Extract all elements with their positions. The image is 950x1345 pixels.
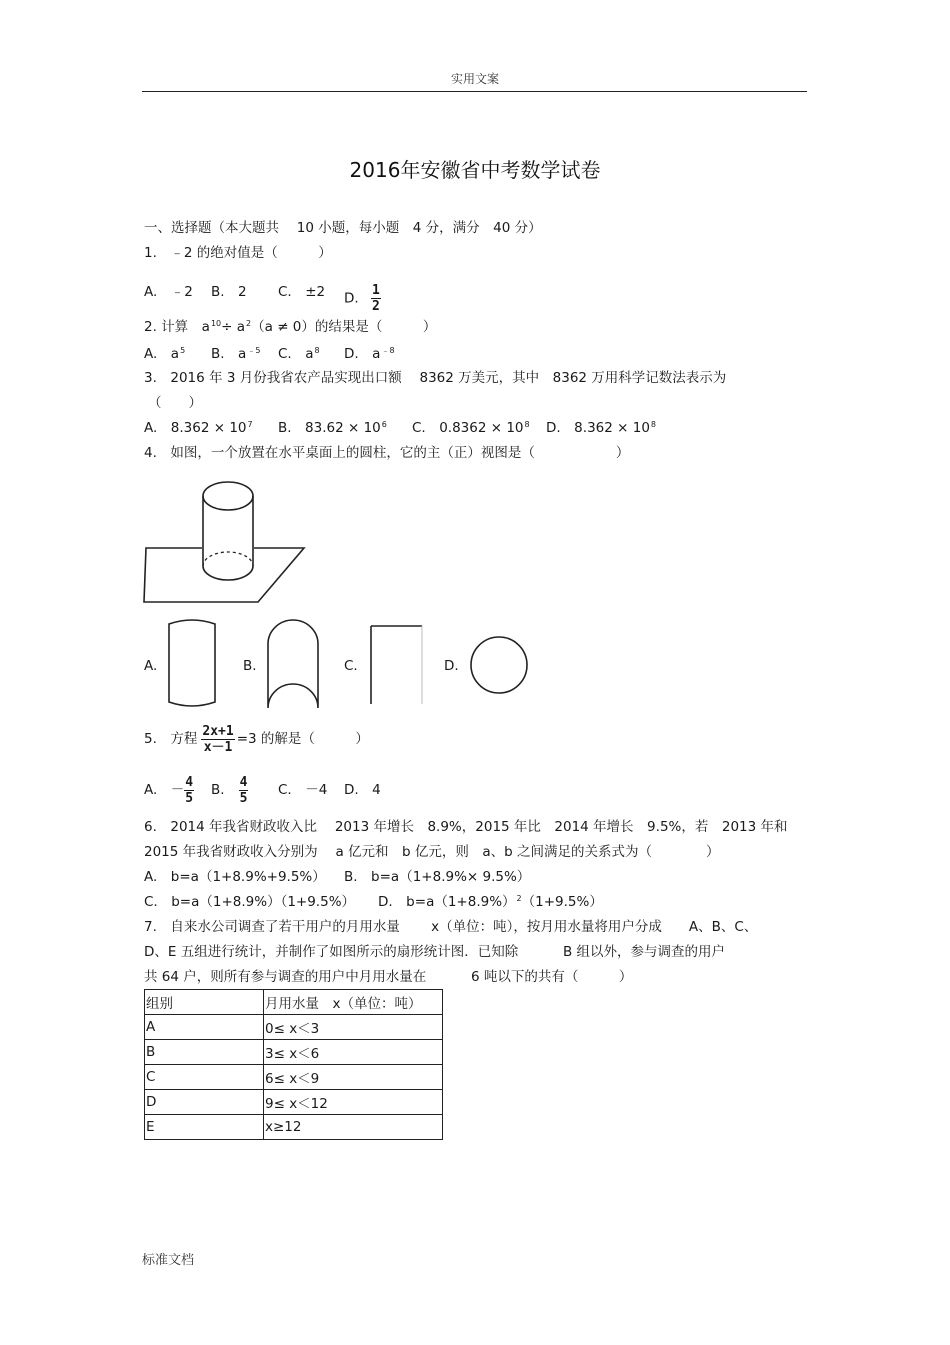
- q5-equation-fraction: [201, 724, 234, 755]
- table-row: [145, 1015, 443, 1040]
- table-cell-range: 3≤ x＜6: [264, 1040, 443, 1065]
- q6-stem-line2: 2015 年我省财政收入分别为 a 亿元和 b 亿元，则 a、b 之间满足的关系式为（ ）: [144, 844, 720, 860]
- q4-option-c-shape: [366, 622, 426, 706]
- q1-stem: 1. ﹣2 的绝对值是（ ）: [144, 245, 332, 261]
- cylinder-on-table-figure: [140, 470, 310, 606]
- table-row: [145, 1090, 443, 1115]
- q4-option-b: B.: [243, 658, 257, 674]
- q4-option-a: A.: [144, 658, 158, 674]
- q2-b-text: B. a: [211, 346, 247, 362]
- table-cell-range: 9≤ x＜12: [264, 1090, 443, 1115]
- q2-d-exp: ﹣8: [381, 346, 395, 355]
- q6-option-b: B. b=a（1+8.9%× 9.5%）: [344, 869, 531, 885]
- q6-d-post: （1+9.5%）: [521, 894, 603, 910]
- q3-a-text: A. 8.362 × 10: [144, 420, 247, 436]
- fraction-denominator: 5: [239, 790, 248, 806]
- q2-a-exp: 5: [180, 346, 186, 355]
- q3-a-exp: 7: [247, 420, 253, 429]
- q5-stem-pre: 5. 方程: [144, 731, 198, 747]
- fraction-numerator: 2x+1: [202, 723, 234, 739]
- q6-d-text: D. b=a（1+8.9%）: [378, 894, 516, 910]
- page-footer: 标准文档: [142, 1253, 195, 1268]
- q3-option-c: [412, 419, 530, 437]
- table-cell-group: E: [145, 1115, 264, 1140]
- section-heading: 一、选择题（本大题共 10 小题，每小题 4 分，满分 40 分）: [144, 220, 542, 236]
- table-cell-group: D: [145, 1090, 264, 1115]
- q2-option-b: [211, 345, 260, 363]
- table-cell-range: 6≤ x＜9: [264, 1065, 443, 1090]
- q3-c-text: C. 0.8362 × 10: [412, 420, 524, 436]
- fraction-numerator: 4: [239, 774, 248, 790]
- q5-option-d: D. 4: [344, 782, 381, 798]
- q4-option-d: D.: [444, 658, 459, 674]
- q2-stem-mid: ÷ a: [221, 319, 246, 335]
- water-usage-table: [144, 989, 443, 1140]
- q2-stem: [144, 318, 436, 336]
- q4-option-b-shape: [264, 614, 322, 710]
- q1-option-d-label: D.: [344, 290, 359, 307]
- q3-stem: 3. 2016 年 3 月份我省农产品实现出口额 8362 万美元，其中 8362 万用科学记数法表示为: [144, 370, 727, 386]
- q4-option-c: C.: [344, 658, 358, 674]
- q3-d-exp: 8: [650, 420, 657, 429]
- table-header-cell: 组别: [145, 990, 264, 1015]
- header-rule: [142, 91, 807, 92]
- q3-option-d: [546, 419, 656, 437]
- q2-a-text: A. a: [144, 346, 180, 362]
- q2-option-a: [144, 345, 185, 363]
- q5-a-fraction: [184, 775, 194, 806]
- q6-option-d: [378, 893, 603, 911]
- q5-option-a: [144, 772, 194, 808]
- table-cell-range: x≥12: [264, 1115, 443, 1140]
- q7-stem-line3: 共 64 户，则所有参与调查的用户中月用水量在 6 吨以下的共有（ ）: [144, 969, 633, 985]
- table-cell-group: A: [145, 1015, 264, 1040]
- q5-b-fraction: [239, 775, 249, 806]
- page-header: 实用文案: [450, 72, 499, 86]
- table-cell-range: 0≤ x＜3: [264, 1015, 443, 1040]
- q5-b-text: B.: [211, 782, 225, 798]
- table-row: [145, 1065, 443, 1090]
- table-cell-group: B: [145, 1040, 264, 1065]
- exam-title: 2016年安徽省中考数学试卷: [349, 158, 601, 182]
- table-row: [145, 1040, 443, 1065]
- q2-stem-post: （a ≠ 0）的结果是（ ）: [251, 319, 437, 335]
- q4-stem: 4. 如图，一个放置在水平桌面上的圆柱，它的主（正）视图是（ ）: [144, 445, 630, 461]
- q2-d-text: D. a: [344, 346, 381, 362]
- q6-d-exp: 2: [516, 894, 522, 903]
- q5-stem: [144, 721, 369, 757]
- q1-option-d: [344, 283, 381, 314]
- fraction-numerator: 4: [185, 774, 194, 790]
- q2-b-exp: ﹣5: [247, 346, 261, 355]
- table-cell-group: C: [145, 1065, 264, 1090]
- q3-stem-cont: （ ）: [148, 395, 202, 411]
- q1-option-b: B. 2: [211, 284, 247, 300]
- q2-exp2: 2: [246, 319, 252, 328]
- q6-option-c: C. b=a（1+8.9%）（1+9.5%）: [144, 894, 356, 910]
- q1-option-a: A. ﹣2: [144, 284, 193, 300]
- q3-option-a: [144, 419, 253, 437]
- q1-option-d-fraction: [371, 283, 381, 314]
- q5-option-b: [211, 772, 248, 808]
- q3-d-text: D. 8.362 × 10: [546, 420, 650, 436]
- q3-option-b: [278, 419, 387, 437]
- fraction-denominator: x－1: [203, 739, 233, 755]
- q2-exp1: 10: [210, 319, 222, 328]
- q2-option-d: [344, 345, 395, 363]
- q2-c-text: C. a: [278, 346, 314, 362]
- q3-c-exp: 8: [524, 420, 530, 429]
- q7-stem-line1: 7. 自来水公司调查了若干用户的月用水量 x（单位：吨），按月用水量将用户分成 A、B、C、: [144, 919, 758, 935]
- q2-c-exp: 8: [314, 346, 320, 355]
- q1-option-c: C. ±2: [278, 284, 326, 300]
- q4-option-a-shape: [165, 614, 219, 710]
- q5-a-text: A. －: [144, 782, 185, 798]
- q7-stem-line2: D、E 五组进行统计，并制作了如图所示的扇形统计图．已知除 B 组以外，参与调查的用户: [144, 944, 726, 960]
- q6-option-a: A. b=a（1+8.9%+9.5%）: [144, 869, 326, 885]
- q5-stem-post: =3 的解是（ ）: [236, 731, 369, 747]
- fraction-denominator: 2: [371, 299, 380, 314]
- table-row: [145, 1115, 443, 1140]
- table-header-cell: 月用水量 x（单位：吨）: [264, 990, 443, 1015]
- q2-option-c: [278, 345, 320, 363]
- fraction-denominator: 5: [185, 790, 194, 806]
- q3-b-text: B. 83.62 × 10: [278, 420, 381, 436]
- q2-stem-pre: 2. 计算 a: [144, 319, 210, 335]
- q3-b-exp: 6: [381, 420, 387, 429]
- table-header-row: [145, 990, 443, 1015]
- q5-option-c: C. －4: [278, 782, 328, 798]
- fraction-numerator: 1: [371, 283, 380, 298]
- q4-option-d-shape: [467, 633, 531, 697]
- q6-stem-line1: 6. 2014 年我省财政收入比 2013 年增长 8.9%，2015 年比 2014 年增长 9.5%，若 2013 年和: [144, 819, 788, 835]
